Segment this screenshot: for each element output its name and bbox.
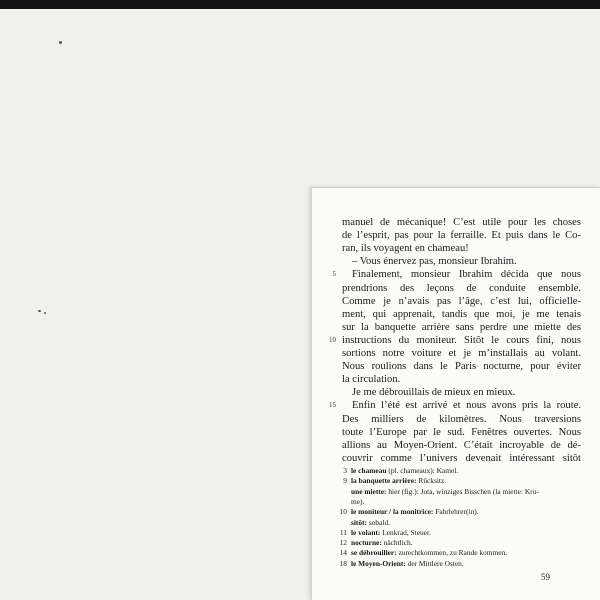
footnote-text: [351, 507, 479, 517]
footnote-number: 18: [339, 558, 347, 568]
footnote-term: le Moyen-Orient:: [351, 558, 406, 568]
footnote-definition: zurechtkommen, zu Rande kommen.: [396, 548, 508, 558]
text-line: prendrions des leçons de conduite ensemble.: [342, 282, 581, 294]
footnote: [328, 487, 582, 497]
footnote-definition: nächtlich.: [381, 538, 413, 548]
footnote-term: le volant:: [351, 527, 381, 537]
book-page: [312, 187, 600, 600]
footnote-text: [351, 466, 458, 476]
footnote: [328, 507, 582, 517]
footnote-number: 12: [339, 538, 347, 548]
footnote-number: 3: [343, 466, 347, 475]
page-number: 59: [541, 572, 550, 582]
footnote: [328, 548, 582, 558]
footnote: [328, 528, 582, 538]
text-line: Je me débrouillais de mieux en mieux.: [352, 387, 516, 399]
text-line: instructions du moniteur. Sitôt le cours fini, nous: [342, 334, 581, 346]
footnote-number: 9: [343, 476, 347, 486]
dust-speck: [38, 310, 41, 312]
footnote-term: la banquette arrière:: [351, 476, 417, 486]
footnote: [328, 476, 582, 486]
text-line: ran, ils voyagent en chameau!: [342, 243, 469, 255]
text-line: Des milliers de kilomètres. Nous traversions: [342, 413, 581, 425]
footnote-number: 11: [339, 527, 347, 537]
footnote: [328, 497, 582, 507]
text-line: Finalement, monsieur Ibrahim décida que nous: [352, 269, 581, 281]
footnote-text: [351, 476, 446, 486]
page-edge: [312, 187, 600, 188]
text-line: Enfin l’été est arrivé et nous avons pris la route.: [352, 400, 581, 412]
text-line: toute l’Europe par le sud. Fenêtres ouvertes. Nous: [342, 426, 581, 438]
footnote: [328, 559, 582, 569]
footnote-text: [351, 487, 539, 497]
footnote-text: [351, 497, 364, 507]
line-number: 10: [329, 335, 336, 344]
text-line: Nous roulions dans le Paris nocturne, pour éviter: [342, 361, 581, 373]
footnote-term: le chameau: [351, 466, 387, 475]
footnote-definition: Fahrlehrer(in).: [433, 507, 479, 517]
footnote-definition: sobald.: [367, 517, 391, 527]
dust-speck: [59, 41, 62, 44]
text-line: sortions notre voiture et je m’installais au volant.: [342, 348, 581, 359]
footnote-text: [351, 518, 390, 528]
footnote-number: 14: [339, 548, 347, 558]
footnote-text: [351, 548, 507, 558]
footnote-text: [351, 538, 413, 548]
footnote-definition: der Mittlere Osten.: [405, 558, 464, 568]
footnote-term: se débrouiller:: [351, 548, 397, 558]
footnote-term: nocturne:: [351, 538, 382, 548]
text-line: ment, qui apprenait, tandis que moi, je me tenais: [342, 308, 581, 320]
line-number: 15: [329, 401, 336, 410]
scanner-top-edge: [0, 0, 600, 9]
footnote-term: une miette:: [351, 486, 387, 496]
footnote-number: 10: [339, 507, 347, 517]
text-line: allions au Moyen-Orient. C’était incroyable de dé-: [342, 439, 581, 451]
footnote: [328, 538, 582, 548]
text-line: couvrir comme l’univers devenait intéressant sitôt: [342, 452, 581, 464]
footnote-text: [351, 559, 464, 569]
footnote-definition: hier (fig.): Jota, winziges Bisschen (la miette: Kru-: [386, 486, 539, 496]
footnote-definition: Lenkrad, Steuer.: [380, 527, 431, 537]
footnote-term: le moniteur / la monitrice:: [351, 507, 434, 517]
footnote-definition: me).: [351, 496, 365, 506]
footnote: [328, 466, 582, 476]
line-number: 5: [332, 270, 336, 279]
text-line: Comme je n’avais pas l’âge, c’est lui, officielle-: [342, 295, 581, 307]
footnote-definition: (pl. chameaux): Kamel.: [386, 466, 459, 475]
footnote-definition: Rücksitz.: [416, 476, 447, 486]
text-line: de l’esprit, pas pour la ferraille. Et puis dans le Co-: [342, 230, 581, 242]
text-line: manuel de mécanique! C’est utile pour les choses: [342, 217, 581, 228]
footnote-term: sitôt:: [351, 517, 368, 527]
text-line: – Vous énervez pas, monsieur Ibrahim.: [352, 256, 517, 268]
text-line: la circulation.: [342, 374, 401, 386]
dust-speck: [44, 312, 46, 314]
text-line: sur la banquette arrière sans perdre une miette des: [342, 321, 581, 333]
footnote: [328, 518, 582, 528]
footnote-text: [351, 528, 431, 538]
